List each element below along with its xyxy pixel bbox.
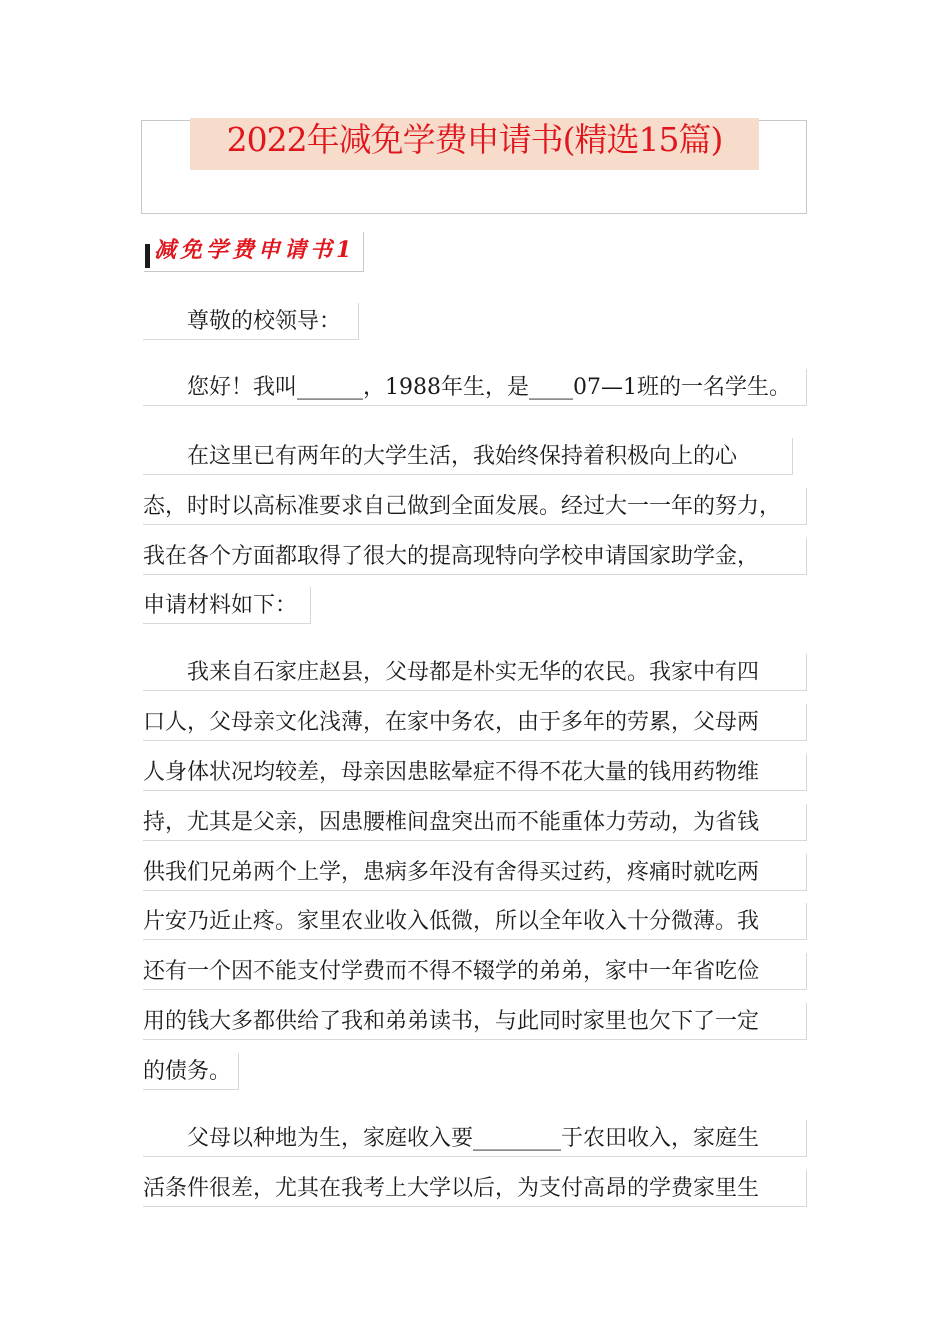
text-line: 在这里已有两年的大学生活，我始终保持着积极向上的心 (143, 438, 793, 475)
text-line: 您好！我叫______，1988年生，是____07—1班的一名学生。 (143, 369, 807, 406)
text-line: 用的钱大多都供给了我和弟弟读书，与此同时家里也欠下了一定 (143, 1003, 807, 1040)
text-line: 的债务。 (143, 1053, 239, 1090)
text-line: 还有一个因不能支付学费而不得不辍学的弟弟，家中一年省吃俭 (143, 953, 807, 990)
text-line: 供我们兄弟两个上学，患病多年没有舍得买过药，疼痛时就吃两 (143, 854, 807, 891)
text-line: 人身体状况均较差，母亲因患眩晕症不得不花大量的钱用药物维 (143, 754, 807, 791)
heading-marker-icon (145, 244, 150, 268)
text-line: 我来自石家庄赵县，父母都是朴实无华的农民。我家中有四 (143, 654, 807, 691)
text-line: 申请材料如下： (143, 587, 311, 624)
text-line: 活条件很差，尤其在我考上大学以后，为支付高昂的学费家里生 (143, 1170, 807, 1207)
text-line: 态，时时以高标准要求自己做到全面发展。经过大一一年的努力， (143, 488, 807, 525)
text-line: 片安乃近止疼。家里农业收入低微，所以全年收入十分微薄。我 (143, 903, 807, 940)
document-title: 2022年减免学费申请书(精选15篇) (226, 120, 723, 159)
text-line: 口人，父母亲文化浅薄，在家中务农，由于多年的劳累，父母两 (143, 704, 807, 741)
text-line: 尊敬的校领导： (143, 303, 359, 340)
section-heading: 减免学费申请书1 (154, 237, 356, 263)
text-line: 持，尤其是父亲，因患腰椎间盘突出而不能重体力劳动，为省钱 (143, 804, 807, 841)
text-line: 我在各个方面都取得了很大的提高现特向学校申请国家助学金， (143, 538, 807, 575)
text-line: 父母以种地为生，家庭收入要________于农田收入，家庭生 (143, 1120, 807, 1157)
